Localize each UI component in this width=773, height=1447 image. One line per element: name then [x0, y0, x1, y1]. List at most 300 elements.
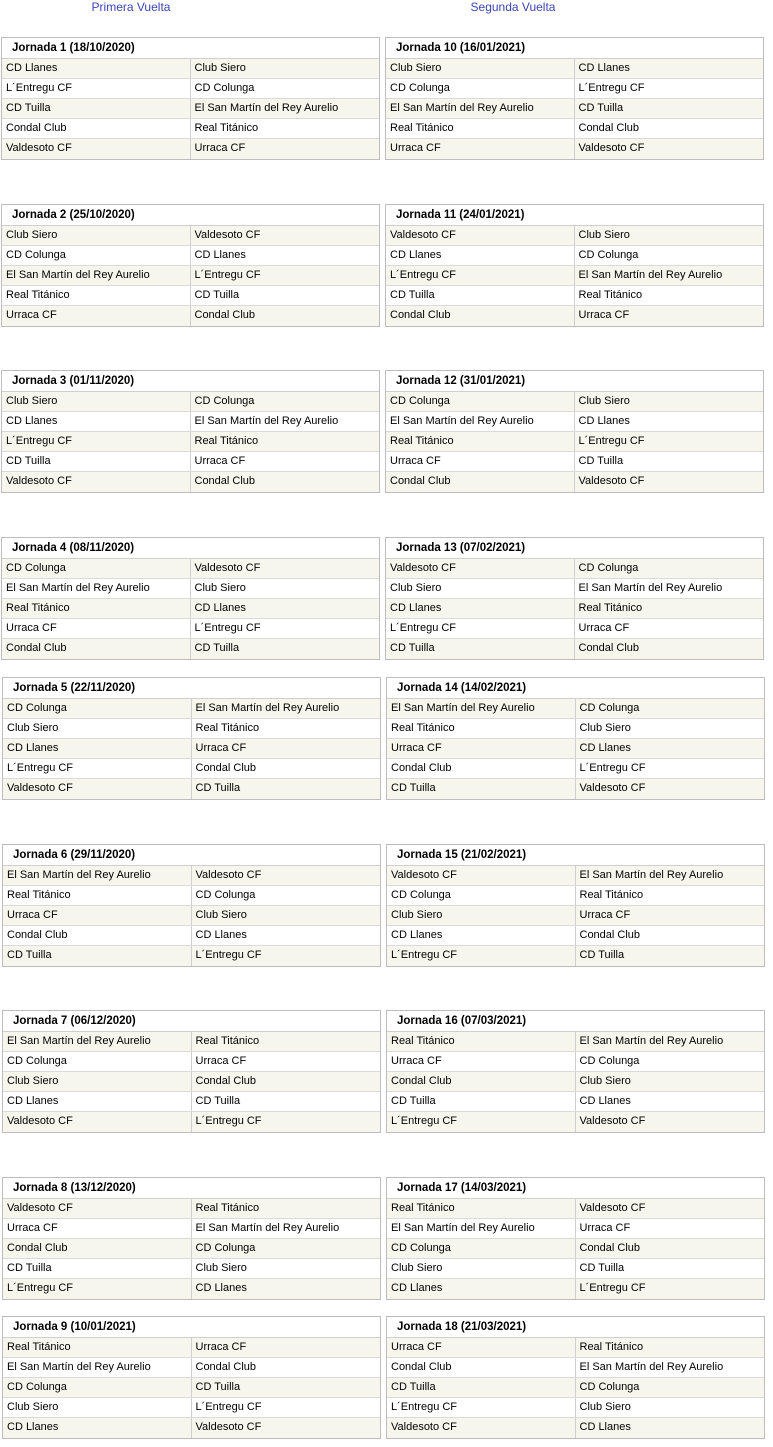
match-row — [3, 1072, 380, 1092]
away-team: Club Siero — [579, 1075, 631, 1087]
match-list — [3, 699, 380, 799]
jornada-table — [385, 537, 764, 660]
match-row — [386, 139, 763, 159]
match-row — [387, 1112, 764, 1132]
home-team: Club Siero — [387, 906, 576, 925]
away-team: Urraca CF — [195, 1341, 247, 1353]
match-row — [2, 412, 379, 432]
away-team: Club Siero — [195, 1262, 247, 1274]
match-row — [387, 759, 764, 779]
away-team: L´Entregu CF — [195, 1401, 262, 1413]
jornada-title: Jornada 10 (16/01/2021) — [386, 38, 763, 59]
match-row — [3, 886, 380, 906]
match-row — [387, 1398, 764, 1418]
match-row — [387, 699, 764, 719]
match-row — [387, 1279, 764, 1299]
match-row — [3, 719, 380, 739]
match-list — [2, 226, 379, 326]
away-team: CD Colunga — [579, 1055, 640, 1067]
away-team: L´Entregu CF — [579, 1282, 646, 1294]
match-row — [2, 559, 379, 579]
jornada-title: Jornada 6 (29/11/2020) — [3, 845, 380, 866]
away-team: El San Martín del Rey Aurelio — [195, 702, 340, 714]
away-team: CD Llanes — [578, 415, 630, 427]
match-row — [387, 1418, 764, 1438]
home-team: Urraca CF — [387, 739, 576, 758]
away-team: CD Colunga — [194, 395, 255, 407]
match-row — [2, 579, 379, 599]
match-row — [386, 306, 763, 326]
primera-vuelta-header: Primera Vuelta — [91, 0, 171, 14]
home-team: Club Siero — [386, 579, 575, 598]
home-team: L´Entregu CF — [387, 1112, 576, 1132]
home-team: Club Siero — [387, 1259, 576, 1278]
home-team: CD Colunga — [2, 246, 191, 265]
home-team: Urraca CF — [386, 139, 575, 159]
jornada-table — [2, 1010, 381, 1133]
jornada-title: Jornada 7 (06/12/2020) — [3, 1011, 380, 1032]
away-team: L´Entregu CF — [195, 1115, 262, 1127]
jornada-title: Jornada 17 (14/03/2021) — [387, 1178, 764, 1199]
home-team: L´Entregu CF — [2, 79, 191, 98]
away-team: L´Entregu CF — [194, 622, 261, 634]
jornada-table — [385, 204, 764, 327]
home-team: CD Tuilla — [386, 286, 575, 305]
match-row — [387, 1378, 764, 1398]
match-list — [387, 1199, 764, 1299]
away-team: El San Martín del Rey Aurelio — [194, 102, 339, 114]
jornada-title: Jornada 1 (18/10/2020) — [2, 38, 379, 59]
home-team: Condal Club — [387, 759, 576, 778]
away-team: Urraca CF — [195, 1055, 247, 1067]
home-team: Valdesoto CF — [2, 139, 191, 159]
match-list — [3, 866, 380, 966]
away-team: CD Tuilla — [579, 949, 625, 961]
home-team: Valdesoto CF — [386, 559, 575, 578]
match-row — [386, 79, 763, 99]
jornada-title: Jornada 18 (21/03/2021) — [387, 1317, 764, 1338]
match-row — [3, 739, 380, 759]
away-team: CD Tuilla — [195, 1381, 241, 1393]
match-row — [3, 1092, 380, 1112]
match-row — [386, 246, 763, 266]
match-row — [387, 1072, 764, 1092]
match-row — [2, 432, 379, 452]
home-team: CD Llanes — [2, 412, 191, 431]
home-team: L´Entregu CF — [386, 266, 575, 285]
away-team: Real Titánico — [578, 289, 643, 301]
jornada-table — [1, 204, 380, 327]
home-team: CD Colunga — [386, 79, 575, 98]
home-team: CD Llanes — [386, 246, 575, 265]
match-row — [386, 119, 763, 139]
match-row — [387, 866, 764, 886]
home-team: Urraca CF — [3, 906, 192, 925]
match-list — [387, 866, 764, 966]
jornada-title: Jornada 3 (01/11/2020) — [2, 371, 379, 392]
away-team: CD Llanes — [579, 1421, 631, 1433]
match-list — [386, 59, 763, 159]
home-team: Urraca CF — [387, 1052, 576, 1071]
home-team: Condal Club — [387, 1358, 576, 1377]
home-team: CD Tuilla — [3, 1259, 192, 1278]
away-team: Real Titánico — [195, 1202, 260, 1214]
home-team: Valdesoto CF — [3, 1199, 192, 1218]
away-team: Valdesoto CF — [195, 869, 262, 881]
away-team: Condal Club — [578, 122, 640, 134]
away-team: Condal Club — [194, 309, 256, 321]
match-list — [3, 1032, 380, 1132]
match-row — [386, 559, 763, 579]
home-team: Valdesoto CF — [3, 1112, 192, 1132]
away-team: CD Colunga — [195, 889, 256, 901]
jornada-title: Jornada 11 (24/01/2021) — [386, 205, 763, 226]
away-team: Valdesoto CF — [194, 229, 261, 241]
away-team: CD Llanes — [194, 249, 246, 261]
away-team: El San Martín del Rey Aurelio — [579, 869, 724, 881]
away-team: El San Martín del Rey Aurelio — [579, 1361, 724, 1373]
match-row — [386, 392, 763, 412]
home-team: El San Martín del Rey Aurelio — [3, 866, 192, 885]
segunda-vuelta-header: Segunda Vuelta — [470, 0, 556, 14]
match-row — [3, 1052, 380, 1072]
home-team: CD Tuilla — [387, 1092, 576, 1111]
jornada-table — [386, 677, 765, 800]
away-team: L´Entregu CF — [579, 762, 646, 774]
match-row — [387, 946, 764, 966]
away-team: Real Titánico — [194, 435, 259, 447]
home-team: CD Colunga — [3, 699, 192, 718]
home-team: CD Tuilla — [3, 946, 192, 966]
home-team: El San Martín del Rey Aurelio — [2, 266, 191, 285]
away-team: Valdesoto CF — [579, 782, 646, 794]
away-team: Club Siero — [578, 395, 630, 407]
match-list — [386, 226, 763, 326]
home-team: CD Tuilla — [387, 779, 576, 799]
home-team: Condal Club — [386, 306, 575, 326]
home-team: Club Siero — [386, 59, 575, 78]
match-row — [387, 1259, 764, 1279]
match-row — [386, 99, 763, 119]
match-row — [3, 946, 380, 966]
home-team: CD Llanes — [387, 1279, 576, 1299]
home-team: El San Martín del Rey Aurelio — [386, 99, 575, 118]
jornada-title: Jornada 16 (07/03/2021) — [387, 1011, 764, 1032]
away-team: Club Siero — [579, 722, 631, 734]
away-team: Urraca CF — [578, 622, 630, 634]
home-team: Condal Club — [2, 639, 191, 659]
home-team: Condal Club — [387, 1072, 576, 1091]
home-team: L´Entregu CF — [2, 432, 191, 451]
away-team: Condal Club — [579, 1242, 641, 1254]
match-row — [2, 119, 379, 139]
away-team: CD Llanes — [194, 602, 246, 614]
home-team: L´Entregu CF — [3, 1279, 192, 1299]
home-team: CD Colunga — [387, 886, 576, 905]
away-team: Urraca CF — [194, 142, 246, 154]
away-team: CD Tuilla — [578, 102, 624, 114]
home-team: CD Tuilla — [2, 452, 191, 471]
away-team: Condal Club — [195, 1361, 257, 1373]
match-list — [387, 1338, 764, 1438]
jornada-title: Jornada 5 (22/11/2020) — [3, 678, 380, 699]
home-team: Urraca CF — [387, 1338, 576, 1357]
match-row — [387, 1358, 764, 1378]
home-team: CD Colunga — [3, 1052, 192, 1071]
match-list — [2, 392, 379, 492]
home-team: Real Titánico — [2, 599, 191, 618]
home-team: Condal Club — [3, 1239, 192, 1258]
away-team: CD Llanes — [579, 742, 631, 754]
match-row — [387, 1338, 764, 1358]
away-team: CD Colunga — [578, 249, 639, 261]
match-row — [387, 779, 764, 799]
match-row — [3, 866, 380, 886]
match-row — [2, 306, 379, 326]
match-row — [387, 1032, 764, 1052]
home-team: CD Llanes — [3, 1092, 192, 1111]
home-team: Real Titánico — [386, 119, 575, 138]
jornada-table — [1, 370, 380, 493]
match-row — [386, 599, 763, 619]
match-row — [3, 699, 380, 719]
home-team: Valdesoto CF — [3, 779, 192, 799]
home-team: CD Colunga — [3, 1378, 192, 1397]
away-team: L´Entregu CF — [194, 269, 261, 281]
home-team: L´Entregu CF — [386, 619, 575, 638]
home-team: Condal Club — [3, 926, 192, 945]
jornada-title: Jornada 2 (25/10/2020) — [2, 205, 379, 226]
match-row — [3, 1398, 380, 1418]
match-row — [3, 759, 380, 779]
jornada-title: Jornada 12 (31/01/2021) — [386, 371, 763, 392]
home-team: CD Tuilla — [387, 1378, 576, 1397]
away-team: El San Martín del Rey Aurelio — [578, 269, 723, 281]
match-row — [387, 886, 764, 906]
home-team: Urraca CF — [3, 1219, 192, 1238]
away-team: Urraca CF — [578, 309, 630, 321]
away-team: Real Titánico — [579, 889, 644, 901]
match-row — [386, 59, 763, 79]
match-row — [387, 1199, 764, 1219]
match-row — [387, 719, 764, 739]
away-team: Condal Club — [578, 642, 640, 654]
away-team: CD Tuilla — [578, 455, 624, 467]
jornada-table — [1, 37, 380, 160]
match-row — [386, 266, 763, 286]
away-team: L´Entregu CF — [578, 435, 645, 447]
away-team: Real Titánico — [194, 122, 259, 134]
jornada-table — [2, 1316, 381, 1439]
match-row — [386, 286, 763, 306]
match-row — [2, 99, 379, 119]
jornada-title: Jornada 8 (13/12/2020) — [3, 1178, 380, 1199]
away-team: Condal Club — [194, 475, 256, 487]
home-team: Real Titánico — [387, 719, 576, 738]
away-team: Real Titánico — [195, 1035, 260, 1047]
home-team: CD Colunga — [2, 559, 191, 578]
jornada-title: Jornada 14 (14/02/2021) — [387, 678, 764, 699]
away-team: CD Llanes — [578, 62, 630, 74]
match-row — [386, 619, 763, 639]
match-row — [2, 246, 379, 266]
home-team: CD Llanes — [3, 739, 192, 758]
match-row — [387, 1219, 764, 1239]
jornada-table — [386, 1316, 765, 1439]
away-team: Urraca CF — [579, 909, 631, 921]
away-team: El San Martín del Rey Aurelio — [194, 415, 339, 427]
match-row — [387, 926, 764, 946]
away-team: El San Martín del Rey Aurelio — [578, 582, 723, 594]
match-row — [386, 579, 763, 599]
match-row — [2, 139, 379, 159]
home-team: Valdesoto CF — [387, 866, 576, 885]
match-row — [2, 452, 379, 472]
away-team: CD Colunga — [195, 1242, 256, 1254]
match-row — [3, 926, 380, 946]
match-row — [387, 1052, 764, 1072]
home-team: El San Martín del Rey Aurelio — [387, 1219, 576, 1238]
match-row — [3, 1239, 380, 1259]
home-team: Urraca CF — [386, 452, 575, 471]
match-row — [387, 1239, 764, 1259]
match-row — [3, 1358, 380, 1378]
away-team: Real Titánico — [579, 1341, 644, 1353]
match-row — [2, 639, 379, 659]
jornada-table — [385, 370, 764, 493]
home-team: Real Titánico — [387, 1199, 576, 1218]
match-list — [386, 392, 763, 492]
home-team: Real Titánico — [387, 1032, 576, 1051]
home-team: CD Tuilla — [386, 639, 575, 659]
away-team: L´Entregu CF — [578, 82, 645, 94]
away-team: Valdesoto CF — [578, 142, 645, 154]
jornada-table — [1, 537, 380, 660]
match-row — [3, 1418, 380, 1438]
match-row — [2, 619, 379, 639]
match-row — [387, 906, 764, 926]
match-row — [386, 412, 763, 432]
away-team: Urraca CF — [195, 742, 247, 754]
away-team: Club Siero — [579, 1401, 631, 1413]
match-row — [2, 286, 379, 306]
match-row — [3, 1338, 380, 1358]
jornada-table — [2, 1177, 381, 1300]
away-team: CD Colunga — [194, 82, 255, 94]
match-row — [3, 1032, 380, 1052]
jornada-table — [386, 844, 765, 967]
away-team: Valdesoto CF — [578, 475, 645, 487]
home-team: Valdesoto CF — [387, 1418, 576, 1438]
home-team: Club Siero — [2, 226, 191, 245]
away-team: CD Tuilla — [195, 782, 241, 794]
home-team: Condal Club — [386, 472, 575, 492]
away-team: CD Tuilla — [579, 1262, 625, 1274]
match-row — [387, 739, 764, 759]
home-team: L´Entregu CF — [3, 759, 192, 778]
match-list — [3, 1199, 380, 1299]
away-team: Valdesoto CF — [579, 1202, 646, 1214]
match-row — [2, 79, 379, 99]
away-team: CD Colunga — [579, 702, 640, 714]
home-team: Real Titánico — [3, 886, 192, 905]
away-team: CD Llanes — [195, 929, 247, 941]
away-team: Club Siero — [194, 582, 246, 594]
away-team: CD Llanes — [579, 1095, 631, 1107]
home-team: Valdesoto CF — [386, 226, 575, 245]
match-row — [386, 639, 763, 659]
away-team: Club Siero — [194, 62, 246, 74]
home-team: Urraca CF — [2, 306, 191, 326]
away-team: L´Entregu CF — [195, 949, 262, 961]
home-team: El San Martín del Rey Aurelio — [3, 1032, 192, 1051]
match-row — [3, 1112, 380, 1132]
match-row — [2, 226, 379, 246]
away-team: Condal Club — [579, 929, 641, 941]
match-row — [2, 599, 379, 619]
home-team: CD Llanes — [3, 1418, 192, 1438]
match-row — [2, 472, 379, 492]
home-team: Condal Club — [2, 119, 191, 138]
home-team: Real Titánico — [2, 286, 191, 305]
away-team: El San Martín del Rey Aurelio — [579, 1035, 724, 1047]
match-list — [387, 699, 764, 799]
away-team: CD Llanes — [195, 1282, 247, 1294]
home-team: El San Martín del Rey Aurelio — [386, 412, 575, 431]
home-team: El San Martín del Rey Aurelio — [387, 699, 576, 718]
away-team: Real Titánico — [195, 722, 260, 734]
match-row — [2, 266, 379, 286]
home-team: Valdesoto CF — [2, 472, 191, 492]
away-team: Club Siero — [195, 909, 247, 921]
away-team: CD Tuilla — [194, 642, 240, 654]
away-team: Club Siero — [578, 229, 630, 241]
match-list — [3, 1338, 380, 1438]
home-team: Club Siero — [3, 1072, 192, 1091]
home-team: CD Llanes — [2, 59, 191, 78]
away-team: CD Colunga — [578, 562, 639, 574]
match-row — [386, 472, 763, 492]
away-team: El San Martín del Rey Aurelio — [195, 1222, 340, 1234]
away-team: Condal Club — [195, 762, 257, 774]
match-row — [2, 392, 379, 412]
match-row — [3, 1219, 380, 1239]
home-team: CD Llanes — [386, 599, 575, 618]
jornada-table — [386, 1010, 765, 1133]
match-row — [386, 452, 763, 472]
match-row — [3, 906, 380, 926]
away-team: CD Colunga — [579, 1381, 640, 1393]
match-row — [3, 1199, 380, 1219]
home-team: CD Colunga — [386, 392, 575, 411]
home-team: El San Martín del Rey Aurelio — [3, 1358, 192, 1377]
match-row — [386, 432, 763, 452]
away-team: Valdesoto CF — [194, 562, 261, 574]
jornada-table — [2, 844, 381, 967]
jornada-table — [2, 677, 381, 800]
jornada-title: Jornada 13 (07/02/2021) — [386, 538, 763, 559]
jornada-table — [386, 1177, 765, 1300]
jornada-table — [385, 37, 764, 160]
jornada-title: Jornada 9 (10/01/2021) — [3, 1317, 380, 1338]
home-team: Real Titánico — [386, 432, 575, 451]
away-team: Condal Club — [195, 1075, 257, 1087]
home-team: Club Siero — [3, 1398, 192, 1417]
home-team: El San Martín del Rey Aurelio — [2, 579, 191, 598]
home-team: Club Siero — [2, 392, 191, 411]
home-team: Real Titánico — [3, 1338, 192, 1357]
match-row — [3, 779, 380, 799]
